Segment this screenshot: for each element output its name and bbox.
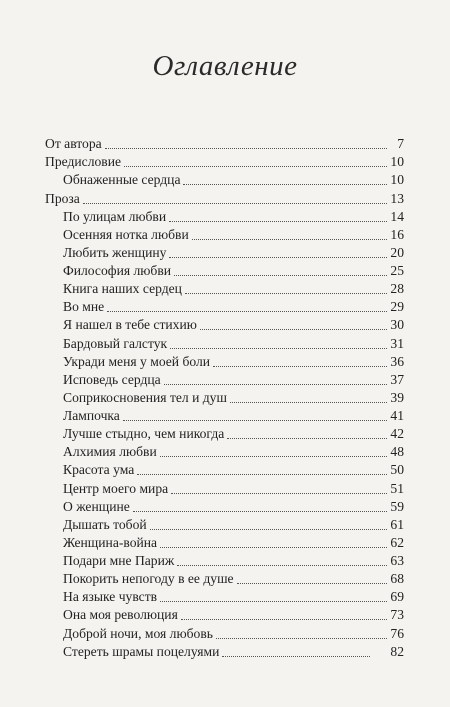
dot-leader <box>137 474 387 475</box>
toc-entry <box>45 135 404 153</box>
toc-entry <box>45 516 404 534</box>
toc-entry-page-number: 82 <box>390 643 404 659</box>
toc-entry-page-number: 61 <box>390 516 404 532</box>
toc-entry-page-number: 37 <box>390 371 404 387</box>
toc-entry-page-number: 20 <box>390 244 404 260</box>
toc-entry-page-number: 41 <box>390 408 404 423</box>
toc-entry-page-number: 16 <box>390 226 404 242</box>
toc-entry-title: Осенняя нотка любви <box>63 226 189 242</box>
dot-leader <box>237 583 387 584</box>
dot-leader <box>164 384 387 385</box>
toc-entry-title: Она моя революция <box>63 607 178 623</box>
dot-leader <box>160 601 387 602</box>
dot-leader <box>192 239 387 240</box>
toc-entry <box>45 153 404 171</box>
toc-entry-title: Обнаженные сердца <box>63 172 181 188</box>
toc-entry-page-number: 30 <box>390 317 404 333</box>
toc-entry-title: По улицам любви <box>63 208 167 224</box>
dot-leader <box>124 166 387 167</box>
dot-leader <box>107 311 387 312</box>
toc-entry-title: Книга наших сердец <box>63 281 182 297</box>
dot-leader <box>105 148 387 149</box>
toc-entry-title: Я нашел в тебе стихию <box>63 317 197 333</box>
toc-entry-page-number: 42 <box>390 426 404 442</box>
dot-leader <box>83 203 387 204</box>
toc-entry-page-number: 76 <box>390 625 404 641</box>
toc-entry <box>45 189 404 207</box>
dot-leader <box>222 656 370 657</box>
toc-entry-page-number: 10 <box>390 154 404 170</box>
toc-entry <box>45 262 404 280</box>
toc-entry-title: Женщина-война <box>63 534 158 550</box>
toc-entry <box>45 171 404 189</box>
toc-entry <box>45 371 404 389</box>
toc-entry-page-number: 73 <box>390 607 404 623</box>
toc-entry-title: Лучше стыдно, чем никогда <box>63 426 225 442</box>
toc-entry <box>45 353 404 371</box>
toc-entry-page-number: 50 <box>390 462 404 478</box>
toc-entry <box>45 244 404 262</box>
toc-entry <box>45 443 404 461</box>
toc-entry <box>45 298 404 316</box>
dot-leader <box>133 511 387 512</box>
toc-entry-page-number: 59 <box>390 498 404 514</box>
toc-entry-title: Философия любви <box>63 263 172 278</box>
toc-entry-title: Стереть шрамы поцелуями <box>63 643 220 659</box>
toc-entry-page-number: 31 <box>390 335 404 351</box>
toc-entry <box>45 334 404 352</box>
toc-entry <box>45 316 404 334</box>
dot-leader <box>123 420 387 421</box>
toc-entry-title: Покорить непогоду в ее душе <box>63 571 234 587</box>
toc-entry <box>45 479 404 497</box>
toc-entry-page-number: 39 <box>390 389 404 405</box>
toc-entry <box>45 498 404 516</box>
toc-entry-page-number: 10 <box>390 172 404 188</box>
dot-leader <box>160 547 387 548</box>
toc-entry-title: Проза <box>45 190 80 206</box>
page-title: Оглавление <box>152 50 298 82</box>
toc-entry <box>45 588 404 606</box>
toc-entry-page-number: 63 <box>390 553 404 568</box>
toc-entry-page-number: 7 <box>397 136 404 152</box>
toc-entry-title: Красота ума <box>63 462 135 478</box>
toc-entry <box>45 389 404 407</box>
dot-leader <box>174 275 387 276</box>
dot-leader <box>181 619 387 620</box>
dot-leader <box>200 329 387 330</box>
toc-entry <box>45 407 404 425</box>
toc-entry <box>45 425 404 443</box>
toc-entry-title: Предисловие <box>45 154 122 170</box>
toc-entry-title: Алхимия любви <box>63 444 157 460</box>
toc-entry-page-number: 28 <box>390 281 404 297</box>
toc-entry <box>45 606 404 624</box>
toc-entry-page-number: 69 <box>390 589 404 605</box>
toc-entry-title: Доброй ночи, моя любовь <box>63 625 213 641</box>
toc-entry-title: Подари мне Париж <box>63 553 175 568</box>
toc-entry <box>45 552 404 570</box>
dot-leader <box>150 529 387 530</box>
dot-leader <box>171 493 387 494</box>
toc-entry-page-number: 48 <box>390 444 404 460</box>
dot-leader <box>183 184 387 185</box>
toc-entry <box>45 643 404 661</box>
table-of-contents <box>45 135 404 661</box>
dot-leader <box>185 293 387 294</box>
toc-entry-page-number: 14 <box>390 208 404 224</box>
toc-entry <box>45 208 404 226</box>
toc-entry-page-number: 51 <box>390 480 404 496</box>
dot-leader <box>170 348 387 349</box>
toc-entry <box>45 461 404 479</box>
toc-entry-title: Укради меня у моей боли <box>63 353 211 369</box>
toc-entry-title: От автора <box>45 136 102 152</box>
dot-leader <box>169 221 387 222</box>
toc-entry-page-number: 25 <box>390 263 404 278</box>
toc-entry-page-number: 29 <box>390 299 404 315</box>
dot-leader <box>213 366 387 367</box>
toc-entry-title: Во мне <box>63 299 105 315</box>
toc-entry <box>45 280 404 298</box>
toc-entry-title: Лампочка <box>63 408 120 423</box>
toc-entry-page-number: 68 <box>390 571 404 587</box>
toc-entry-title: О женщине <box>63 498 130 514</box>
toc-entry <box>45 534 404 552</box>
toc-entry-title: Исповедь сердца <box>63 371 161 387</box>
toc-entry-title: Соприкосновения тел и душ <box>63 389 227 405</box>
toc-entry <box>45 570 404 588</box>
toc-entry-title: Бардовый галстук <box>63 335 168 351</box>
toc-entry <box>45 226 404 244</box>
toc-entry-title: Центр моего мира <box>63 480 169 496</box>
dot-leader <box>177 565 387 566</box>
toc-entry-title: Дышать тобой <box>63 516 147 532</box>
dot-leader <box>169 257 387 258</box>
toc-entry-title: На языке чувств <box>63 589 158 605</box>
toc-entry-page-number: 36 <box>390 353 404 369</box>
dot-leader <box>227 438 387 439</box>
toc-entry-page-number: 13 <box>390 190 404 206</box>
toc-entry <box>45 624 404 642</box>
dot-leader <box>230 402 387 403</box>
dot-leader <box>216 638 387 639</box>
toc-entry-title: Любить женщину <box>63 244 167 260</box>
dot-leader <box>160 456 387 457</box>
toc-entry-page-number: 62 <box>390 534 404 550</box>
